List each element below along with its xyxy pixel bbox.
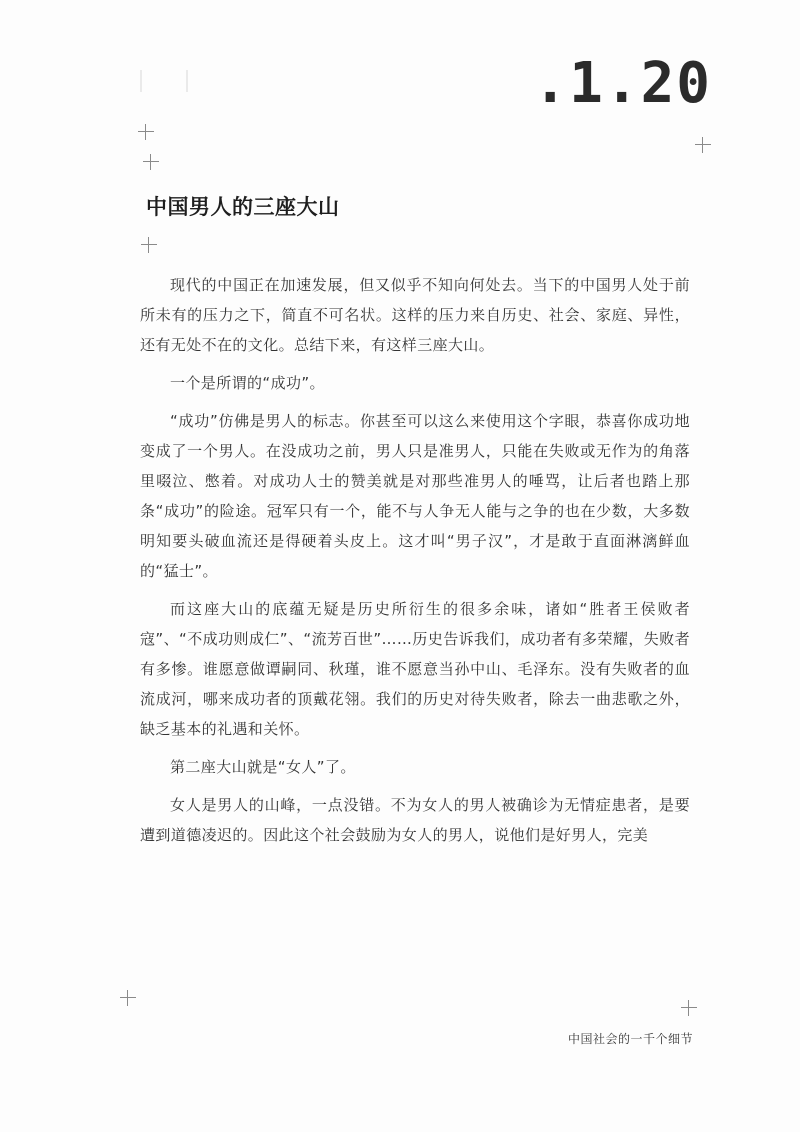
crop-mark-icon [143,154,159,170]
paragraph: 现代的中国正在加速发展，但又似乎不知向何处去。当下的中国男人处于前所未有的压力之下，简直不可名状。这样的压力来自历史、社会、家庭、异性，还有无处不在的文化。总结下来，有这样三座大山。 [140,276,690,354]
crop-mark-icon [695,137,711,153]
paragraph: 女人是男人的山峰，一点没错。不为女人的男人被确诊为无情症患者，是要遭到道德凌迟的。因此这个社会鼓励为女人的男人，说他们是好男人，完美 [140,796,690,844]
crop-mark-icon [141,237,157,253]
page-number: .1.20 [533,51,712,116]
faint-print-mark [140,70,188,92]
paragraph: “成功”仿佛是男人的标志。你甚至可以这么来使用这个字眼，恭喜你成功地变成了一个男人。在没成功之前，男人只是准男人，只能在失败或无作为的角落里啜泣、憋着。对成功人士的赞美就是对那些准男人的唾骂，让后者也踏上那条“成功”的险途。冠军只有一个，能不与人争无人能与之争的也在少数，大多数明知要头破血流还是得硬着头皮上。这才叫“男子汉”，才是敢于直面淋漓鲜血的“猛士”。 [140,412,690,580]
crop-mark-icon [681,1000,697,1016]
crop-mark-icon [120,990,136,1006]
paragraph: 一个是所谓的“成功”。 [170,374,325,392]
body-text [140,270,690,858]
book-title-footer: 中国社会的一千个细节 [567,1032,693,1046]
paragraph: 而这座大山的底蕴无疑是历史所衍生的很多余味，诸如“胜者王侯败者寇”、“不成功则成仁”、“流芳百世”……历史告诉我们，成功者有多荣耀，失败者有多惨。谁愿意做谭嗣同、秋瑾，谁不愿意当孙中山、毛泽东。没有失败者的血流成河，哪来成功者的顶戴花翎。我们的历史对待失败者，除去一曲悲歌之外，缺乏基本的礼遇和关怀。 [140,600,690,738]
paragraph: 第二座大山就是“女人”了。 [170,758,356,776]
chapter-title: 中国男人的三座大山 [146,195,340,219]
crop-mark-icon [138,124,154,140]
